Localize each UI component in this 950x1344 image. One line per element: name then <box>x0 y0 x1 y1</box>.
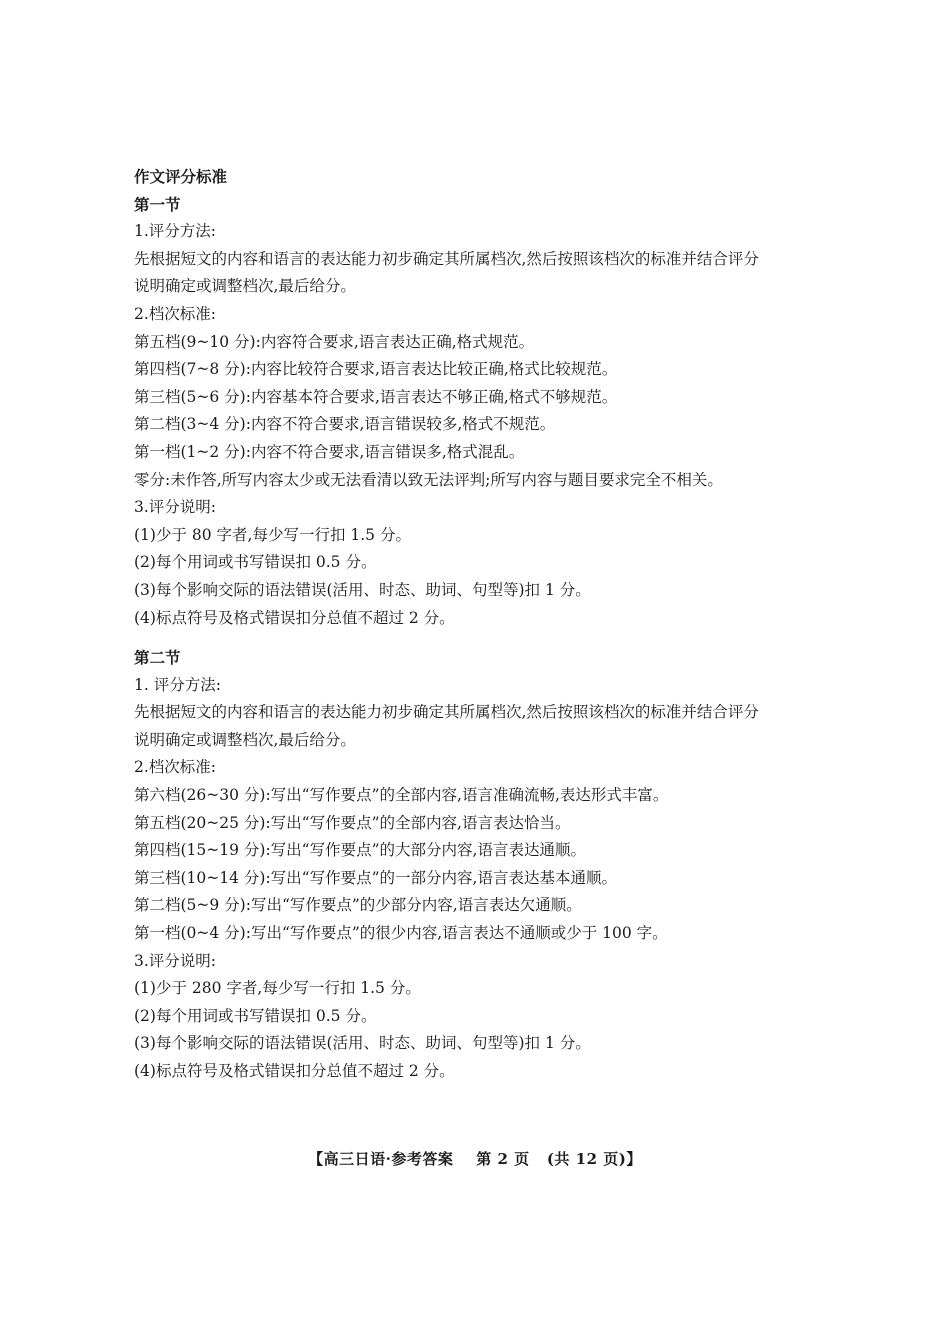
section-2-method-text: 说明确定或调整档次,最后给分。 <box>134 730 356 749</box>
section-2-note-item: (3)每个影响交际的语法错误(活用、时态、助词、句型等)扣 1 分。 <box>134 1034 591 1053</box>
section-2-level-item: 第四档(15~19 分):写出“写作要点”的大部分内容,语言表达通顺。 <box>134 841 586 860</box>
section-2-note-item: (4)标点符号及格式错误扣分总值不超过 2 分。 <box>134 1062 455 1080</box>
section-2-heading: 第二节 <box>134 648 181 668</box>
section-2-level-item: 第一档(0~4 分):写出“写作要点”的很少内容,语言表达不通顺或少于 100 字。 <box>134 924 668 943</box>
section-1-levels-label: 2.档次标准: <box>134 304 217 323</box>
section-1-method-label: 1.评分方法: <box>134 222 217 241</box>
section-1-level-item: 第一档(1~2 分):内容不符合要求,语言错误多,格式混乱。 <box>134 442 525 461</box>
section-1-method-text: 先根据短文的内容和语言的表达能力初步确定其所属档次,然后按照该档次的标准并结合评分 <box>134 249 759 268</box>
section-divider-space <box>134 632 834 644</box>
section-1-level-item: 第三档(5~6 分):内容基本符合要求,语言表达不够正确,格式不够规范。 <box>134 387 618 406</box>
section-1-note-item: (2)每个用词或书写错误扣 0.5 分。 <box>134 553 377 572</box>
section-1-level-item: 第五档(9~10 分):内容符合要求,语言表达正确,格式规范。 <box>134 332 535 351</box>
section-2-note-item: (2)每个用词或书写错误扣 0.5 分。 <box>134 1006 377 1025</box>
section-2-levels-label: 2.档次标准: <box>134 758 217 777</box>
document-title: 作文评分标准 <box>134 167 228 186</box>
section-2-level-item: 第六档(26~30 分):写出“写作要点”的全部内容,语言准确流畅,表达形式丰富。 <box>134 786 669 805</box>
section-1-note-item: (1)少于 80 字者,每少写一行扣 1.5 分。 <box>134 525 411 544</box>
section-2-level-item: 第三档(10~14 分):写出“写作要点”的一部分内容,语言表达基本通顺。 <box>134 868 617 887</box>
page-footer: 【高三日语·参考答案 第 2 页 (共 12 页)】 <box>308 1150 642 1168</box>
document-body <box>134 163 834 1086</box>
section-1-method-text: 说明确定或调整档次,最后给分。 <box>134 277 356 296</box>
section-1-heading: 第一节 <box>134 194 181 214</box>
section-2-notes-label: 3.评分说明: <box>134 951 217 970</box>
section-1-level-item: 第二档(3~4 分):内容不符合要求,语言错误较多,格式不规范。 <box>134 415 556 434</box>
section-1-level-item: 零分:未作答,所写内容太少或无法看清以致无法评判;所写内容与题目要求完全不相关。 <box>134 470 723 489</box>
section-2-method-text: 先根据短文的内容和语言的表达能力初步确定其所属档次,然后按照该档次的标准并结合评分 <box>134 703 759 722</box>
section-1-note-item: (3)每个影响交际的语法错误(活用、时态、助词、句型等)扣 1 分。 <box>134 580 591 599</box>
section-1-notes-label: 3.评分说明: <box>134 498 217 517</box>
section-2-method-label: 1. 评分方法: <box>134 675 221 694</box>
section-1-note-item: (4)标点符号及格式错误扣分总值不超过 2 分。 <box>134 608 455 627</box>
section-2-level-item: 第五档(20~25 分):写出“写作要点”的全部内容,语言表达恰当。 <box>134 813 571 832</box>
section-2-level-item: 第二档(5~9 分):写出“写作要点”的少部分内容,语言表达欠通顺。 <box>134 896 582 915</box>
section-2-note-item: (1)少于 280 字者,每少写一行扣 1.5 分。 <box>134 979 421 998</box>
section-1-level-item: 第四档(7~8 分):内容比较符合要求,语言表达比较正确,格式比较规范。 <box>134 360 618 379</box>
